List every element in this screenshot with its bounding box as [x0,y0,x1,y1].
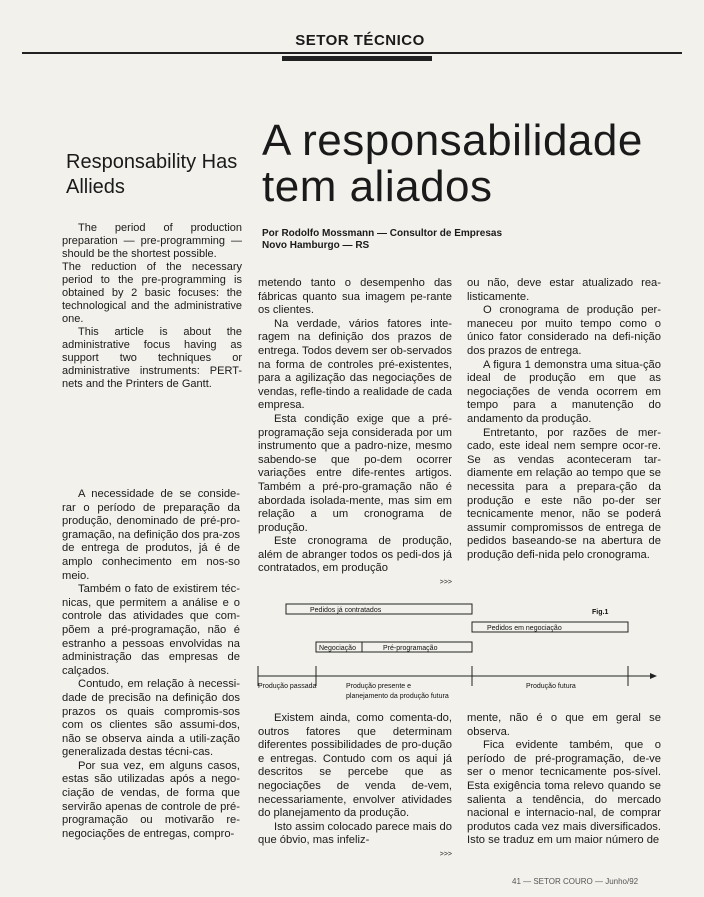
column-3-lower [467,712,661,848]
english-summary [62,222,242,391]
label-planejamento-futura: planejamento da produção futura [346,693,449,700]
paragraph: Na verdade, vários fatores inte-ragem na definição dos prazos de entrega. Todos devem ser ob-servados na forma de controles pré-existentes, para a agilização das negociações de vendas, refle-tindo a realidade de cada empresa. [258,317,452,412]
paragraph: Por sua vez, em alguns casos, estas são utilizadas após a nego-ciação de vendas, de forma que servirão apenas de controle de pré-programação ou motivarão re-negociações de entregas, compro- [62,759,240,840]
figure-1-diagram [250,598,670,703]
paragraph: A figura 1 demonstra uma situa-ção ideal de produção em que as negociações de venda ocorrem em tempo para a manutenção do andamento da produção. [467,358,661,425]
column-2-lower [258,712,452,862]
paragraph: Este cronograma de produção, além de abranger todos os pedi-dos já contratados, em produção [258,535,452,575]
paragraph: Contudo, em relação à necessi-dade de precisão na definição dos prazos os quais compromis-sos com os clientes são assumi-dos, não se observa ainda a utili-zação generalizada destas técni-cas. [62,678,240,759]
label-producao-passada: Produção passada [258,683,317,690]
continued-mark: >>> [439,850,452,858]
label-negociacao: Negociação [319,645,356,652]
paragraph: mente, não é o que em geral se observa. [467,712,661,738]
paragraph: Fica evidente também, que o período de pré-programação, de-ve ser o menor tecnicamente pos-sível. Esta exigência toma relevo quando se salienta a tendência, do mercado nacional e internacio-nal, de comprar produtos cada vez mais diversificados. Isto se traduz em um maior número de [467,739,661,847]
timeline-arrow [650,673,657,679]
paragraph: Entretanto, por razões de mer-cado, este ideal nem sempre ocor-re. Se as vendas aconteceram tar-diamente em relação ao tempo que se necessita para a prepara-ção da produção e este não po-der ser tecnicamente menor, não se poderá assumir compromissos de entrega de pedidos baseando-se na abertura de produção defi-nida pelo cronograma. [467,426,661,561]
summary-paragraph: This article is about the administrative focus having as support two techniques or administrative instruments: PERT-nets and the Printers de Gantt. [62,326,242,390]
column-2 [258,277,452,590]
summary-paragraph: The reduction of the necessary period to the pre-programming is obtained by 2 basic focuses: the technological and the administrative one. [62,261,242,325]
byline [262,228,682,252]
section-title: SETOR TÉCNICO [295,32,425,49]
paragraph: Isto assim colocado parece mais do que óbvio, mas infeliz- [258,820,452,847]
header-rule [22,52,682,54]
label-pedidos-contratados: Pedidos já contratados [310,607,382,614]
paragraph: metendo tanto o desempenho das fábricas quanto sua imagem pe-rante os clientes. [258,277,452,317]
paragraph: Esta condição exige que a pré-programação seja considerada por um instrumento que a padro-nize, mesmo sabendo-se que po-dem ocorrer variações entre dife-rentes artigos. Também a pré-pro-gramação não é abordada isolada-mente, mas sim em relação a um cronograma de produção. [258,412,452,534]
label-producao-presente: Produção presente e [346,683,411,690]
paragraph: O cronograma de produção per-maneceu por muito tempo como o único fator considerado na defi-nição dos prazos de entrega. [467,304,661,357]
label-producao-futura: Produção futura [526,683,576,690]
paragraph: A necessidade de se conside-rar o período de preparação da produção, denominado de pré-pro-gramação, na definição dos pra-zos de entrega de produtos, já é de amplo conhecimento em nos-so meio. [62,488,240,582]
column-3 [467,277,661,562]
section-bar [282,56,432,61]
figure-label: Fig.1 [592,609,609,616]
paragraph: ou não, deve estar atualizado rea-listicamente. [467,277,661,303]
continued-mark: >>> [439,579,452,587]
byline-author: Por Rodolfo Mossmann — Consultor de Empresas [262,228,503,239]
page-footer: 41 — SETOR COURO — Junho/92 [512,877,639,886]
byline-location: Novo Hamburgo — RS [262,240,370,251]
column-1 [62,488,240,841]
summary-paragraph: The period of production preparation — pre-programming — should be the shortest possible. [62,222,242,260]
label-pre-programacao: Pré-programação [383,645,438,652]
article-title: A responsabilidade tem aliados [262,116,643,211]
label-pedidos-negociacao: Pedidos em negociação [487,625,562,632]
paragraph: Existem ainda, como comenta-do, outros fatores que determinam diferentes possibilidades de pro-dução e entregas. Contudo com os aqui já descritos se percebe que as negociações de venda de-vem, necessariamente, envolver atividades do planejamento da produção. [258,712,452,820]
english-title: Responsability Has Allieds [66,151,238,198]
paragraph: Também o fato de existirem téc-nicas, que permitem a análise e o controle das atividades que com-põem a pré-programação, não é estranho a pessoas envolvidas na administração das empresas de calçados. [62,583,240,677]
